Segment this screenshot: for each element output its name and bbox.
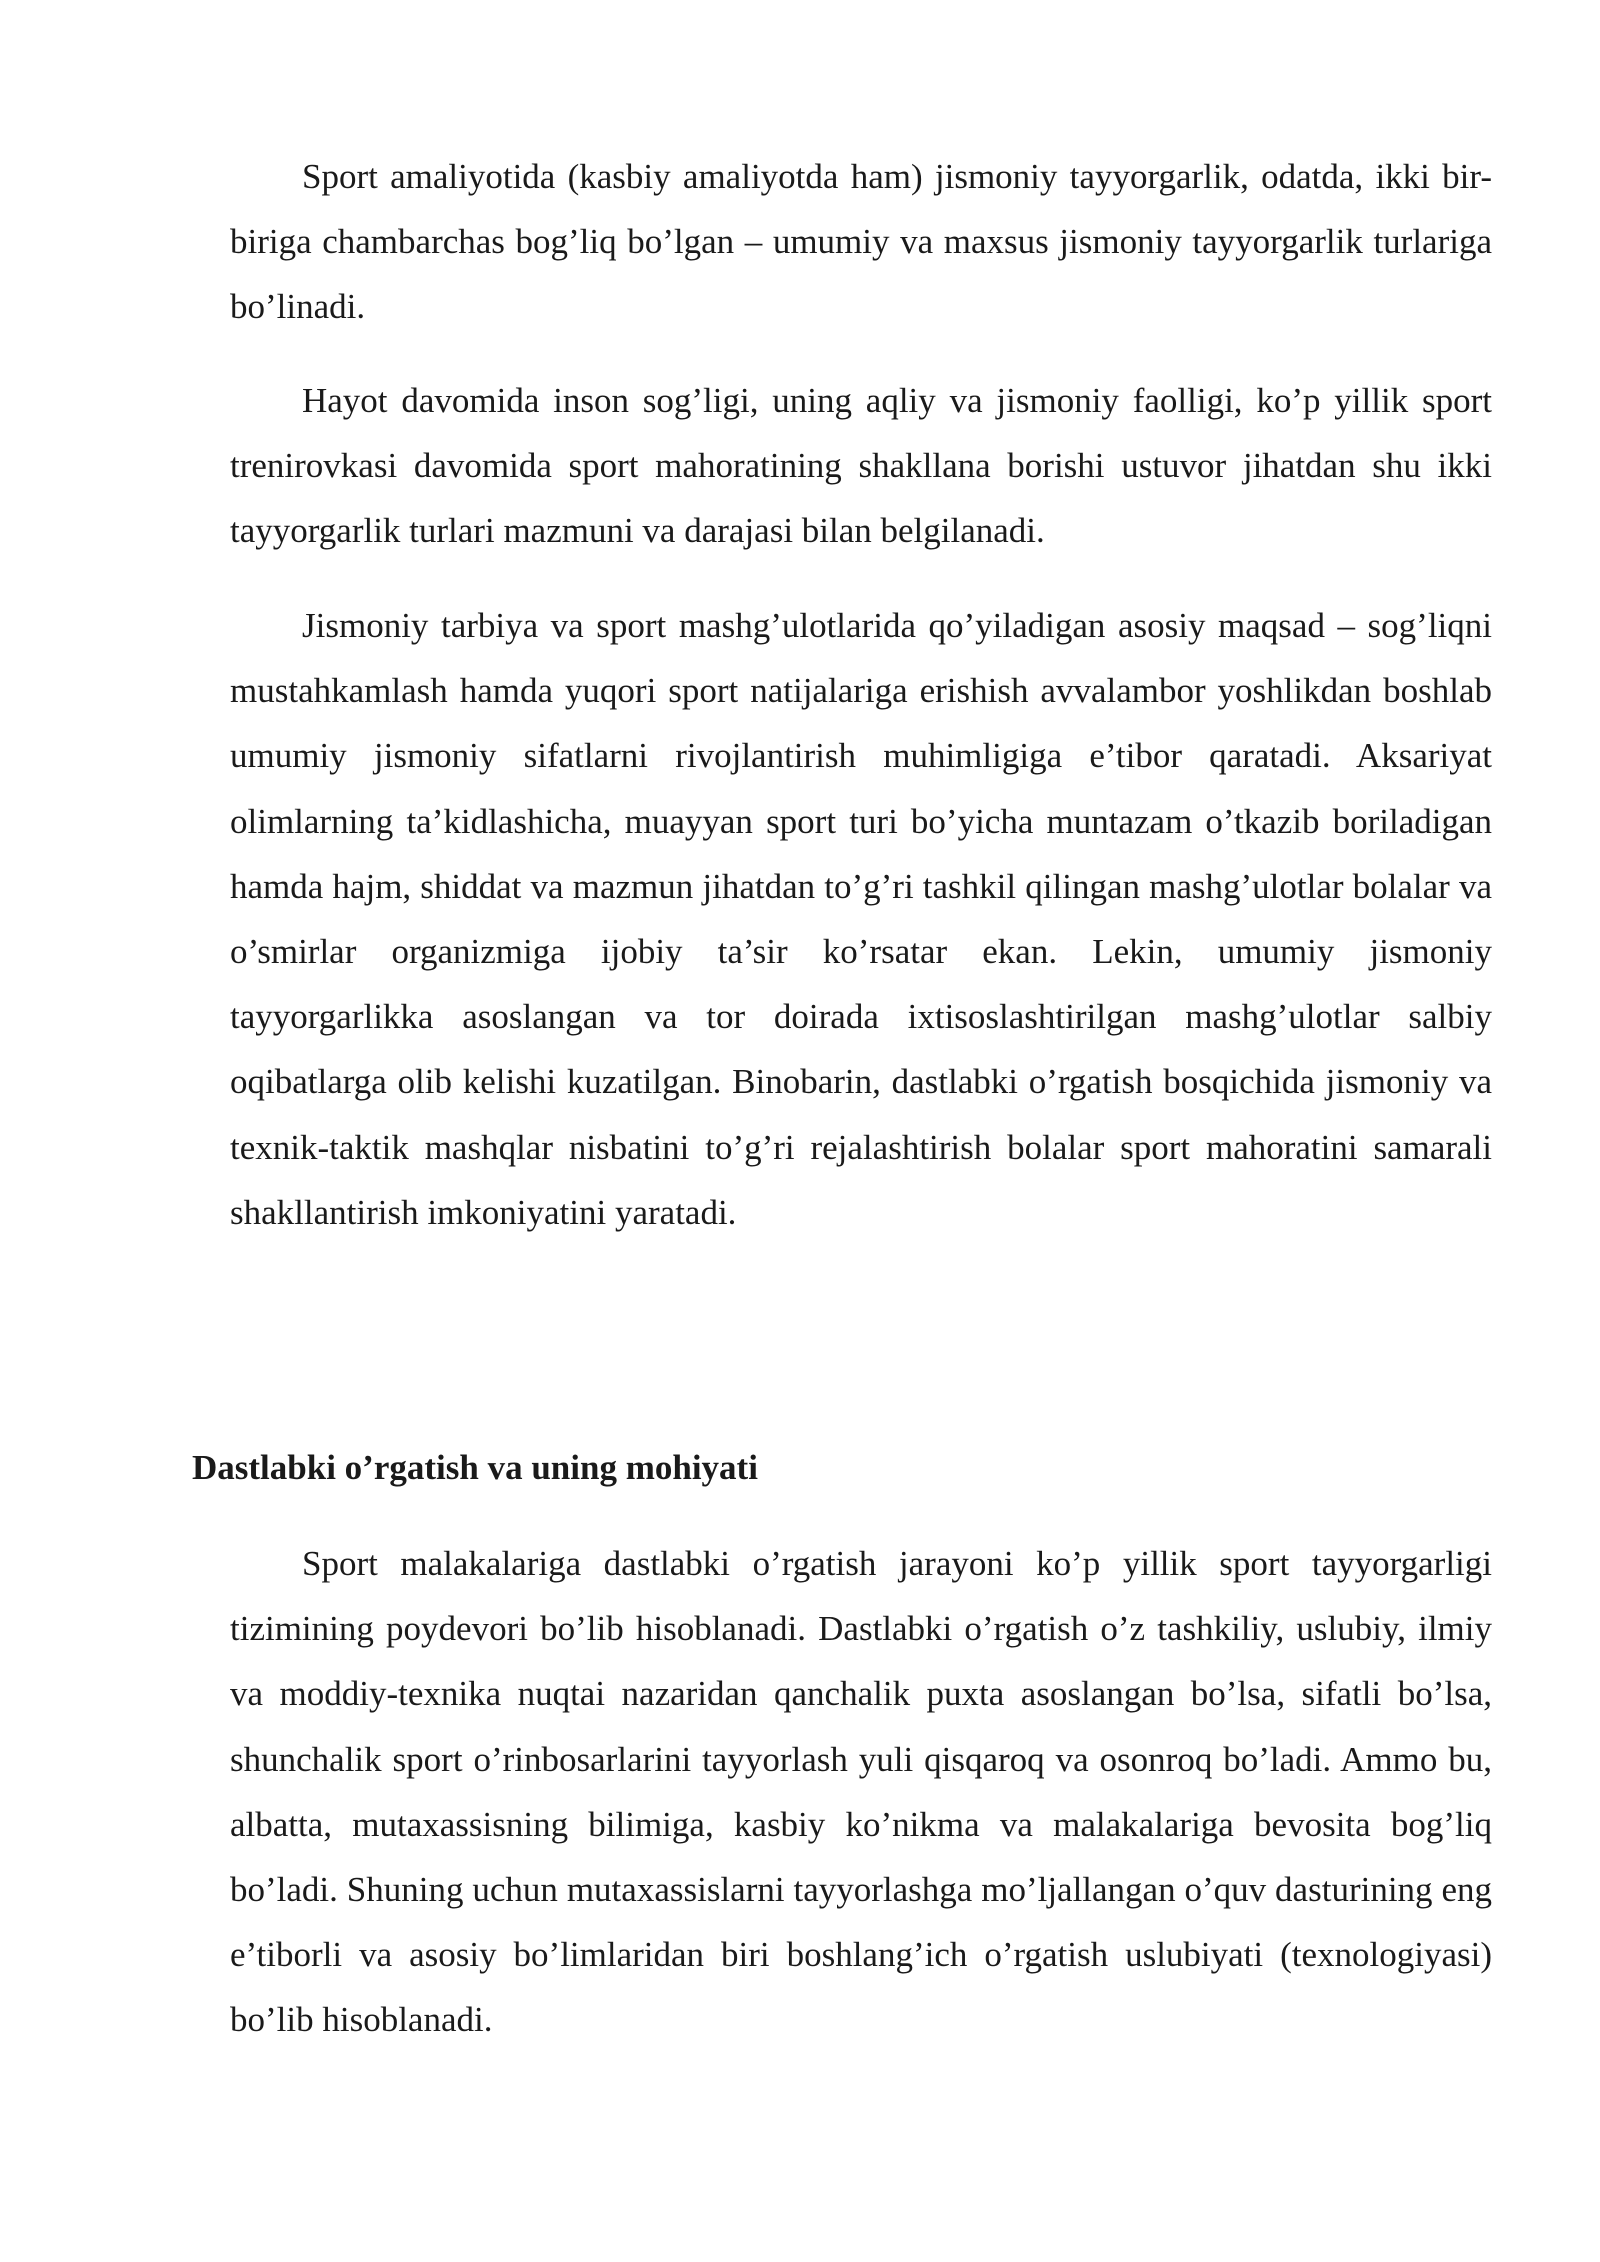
section-heading: Dastlabki o’rgatish va uning mohiyati: [192, 1448, 758, 1487]
paragraph: Jismoniy tarbiya va sport mashg’ulotlarida qo’yiladigan asosiy maqsad – sog’liqni mustahkamlash hamda yuqori sport natijalariga erishish avvalambor yoshlikdan boshlab umumiy jismoniy sifatlarni rivojlantirish muhimligiga e’tibor qaratadi. Aksariyat olimlarning ta’kidlashicha, muayyan sport turi bo’yicha muntazam o’tkazib boriladigan hamda hajm, shiddat va mazmun jihatdan to’g’ri tashkil qilingan mashg’ulotlar bolalar va o’smirlar organizmiga ijobiy ta’sir ko’rsatar ekan. Lekin, umumiy jismoniy tayyorgarlikka asoslangan va tor doirada ixtisoslashtirilgan mashg’ulotlar salbiy oqibatlarga olib kelishi kuzatilgan. Binobarin, dastlabki o’rgatish bosqichida jismoniy va texnik-taktik mashqlar nisbatini to’g’ri rejalashtirish bolalar sport mahoratini samarali shakllantirish imkoniyatini yaratadi.: [230, 606, 1492, 1232]
paragraph: Sport amaliyotida (kasbiy amaliyotda ham) jismoniy tayyorgarlik, odatda, ikki bir-biriga chambarchas bog’liq bo’lgan – umumiy va maxsus jismoniy tayyorgarlik turlariga bo’linadi.: [230, 157, 1492, 327]
paragraph: Hayot davomida inson sog’ligi, uning aqliy va jismoniy faolligi, ko’p yillik sport trenirovkasi davomida sport mahoratining shakllana borishi ustuvor jihatdan shu ikki tayyorgarlik turlari mazmuni va darajasi bilan belgilanadi.: [230, 381, 1492, 551]
paragraph: Sport malakalariga dastlabki o’rgatish jarayoni ko’p yillik sport tayyorgarligi tizimining poydevori bo’lib hisoblanadi. Dastlabki o’rgatish o’z tashkiliy, uslubiy, ilmiy va moddiy-texnika nuqtai nazaridan qanchalik puxta asoslangan bo’lsa, sifatli bo’lsa, shunchalik sport o’rinbosarlarini tayyorlash yuli qisqaroq va osonroq bo’ladi. Ammo bu, albatta, mutaxassisning bilimiga, kasbiy ko’nikma va malakalariga bevosita bog’liq bo’ladi. Shuning uchun mutaxassislarni tayyorlashga mo’ljallangan o’quv dasturining eng e’tiborli va asosiy bo’limlaridan biri boshlang’ich o’rgatish uslubiyati (texnologiyasi) bo’lib hisoblanadi.: [230, 1544, 1492, 2040]
